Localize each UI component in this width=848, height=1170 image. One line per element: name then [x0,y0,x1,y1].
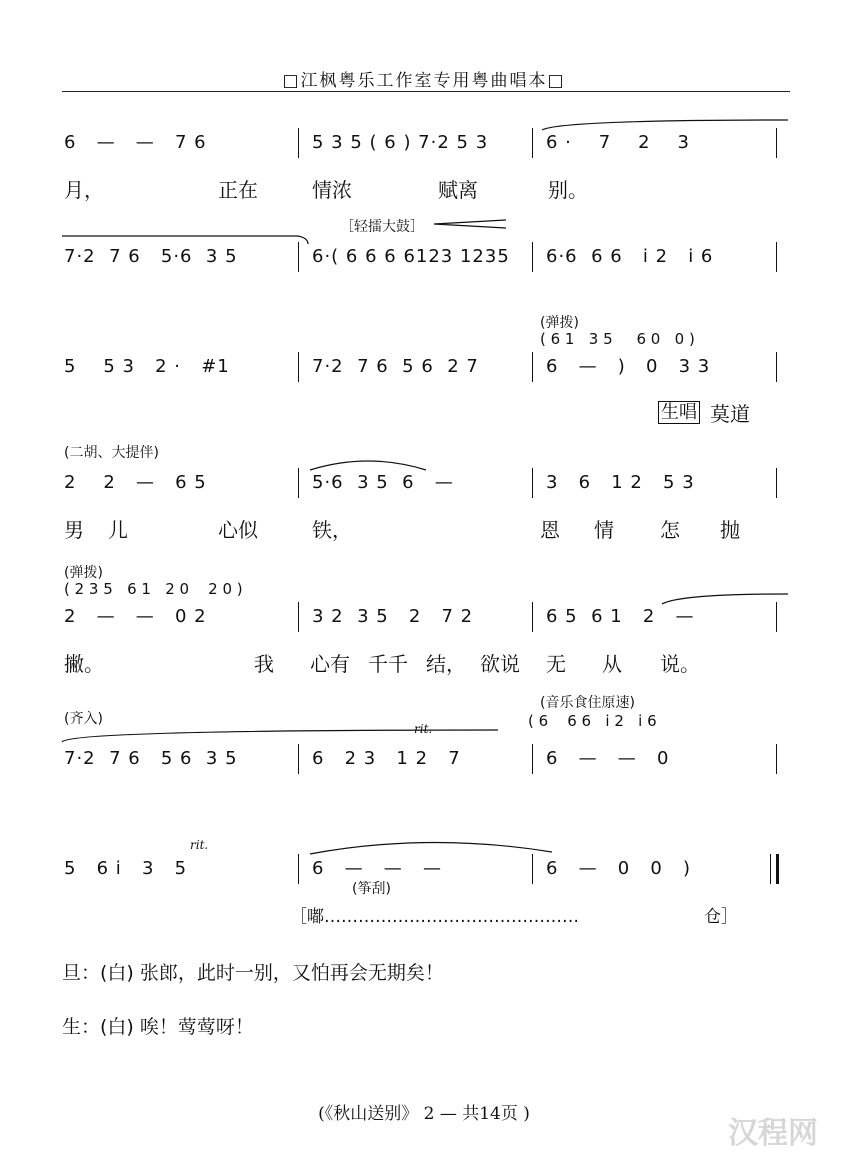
barline [298,602,299,632]
barline [776,128,777,158]
lyric: 恩 [540,518,560,542]
annotation-zheng-gua: (筝刮) [352,881,391,897]
measure: 7·2 7 6 5·6 3 5 [64,246,238,267]
slur [308,838,554,856]
annotation-yin-yue-notes: ( 6 6 6 i 2 i 6 [528,712,657,730]
measure: 7·2 7 6 5 6 2 7 [312,356,479,377]
tie-slur [60,724,500,744]
lyric: 结， [426,652,466,676]
annotation-tan-bo-2-notes: ( 2 3 5 6 1 2 0 2 0 ) [64,580,243,598]
barline [532,602,533,632]
measure: 6 · 7 2 3 [546,132,690,153]
final-barline-thick [776,854,779,884]
barline [532,242,533,272]
annotation-tan-bo-2: (弹拨) [64,565,103,581]
barline [776,352,777,382]
measure: 2 — — 0 2 [64,606,207,627]
slur [308,458,428,472]
lyric: 从 [602,652,622,676]
lyric: 撇。 [64,652,104,676]
lyric: 情 [594,518,614,542]
measure: 3 2 3 5 2 7 2 [312,606,474,627]
measure: 7·2 7 6 5 6 3 5 [64,748,238,769]
lyric: 儿 [108,518,128,542]
lyric: 说。 [660,652,700,676]
tie-slur [540,118,790,132]
page-footer: (《秋山送别》 2 — 共14页 ) [318,1104,530,1124]
dialogue-line: 旦：(白) 张郎，此时一别，又怕再会无期矣！ [62,962,444,984]
barline [532,854,533,884]
measure: 3 6 1 2 5 3 [546,472,695,493]
measure: 6 — — 0 [546,748,670,769]
lyric: 心有 [310,652,350,676]
measure: 6·( 6 6 6 6123 1235 [312,246,510,267]
measure: 6 — 0 0 ) [546,858,692,879]
measure: 5 6 i 3 5 [64,858,188,879]
watermark-logo: 汉程网 [728,1116,818,1151]
annotation-yin-yue: (音乐食住原速) [540,695,635,711]
lyric: 赋离 [438,178,478,202]
barline [532,744,533,774]
tie-slur [60,234,310,246]
annotation-tan-bo: (弹拨) [540,315,579,331]
lyric: 男 [64,518,84,542]
measure: 6 5 6 1 2 — [546,606,695,627]
barline [298,854,299,884]
rit-marking: rit. [190,838,209,852]
percussion-line: ［嘟……………………………………… [290,907,579,927]
barline [298,744,299,774]
lyric: 无 [546,652,566,676]
header-rule [62,91,790,92]
annotation-tan-bo-notes: ( 6 1 3 5 6 0 0 ) [540,330,695,348]
barline [776,602,777,632]
role-label-sheng-chang: 生唱 [658,398,700,424]
final-barline [770,854,771,884]
barline [532,128,533,158]
barline [298,468,299,498]
lyric: 正在 [218,178,258,202]
lyric: 抛 [720,518,740,542]
measure: 2 2 — 6 5 [64,472,207,493]
barline [298,242,299,272]
decrescendo-mark [432,218,508,230]
measure: 6 2 3 1 2 7 [312,748,461,769]
barline [298,352,299,382]
barline [532,352,533,382]
lyric: 情浓 [312,178,352,202]
measure: 5·6 3 5 6 — [312,472,454,493]
lyric: 我 [254,652,274,676]
measure: 6 — ) 0 3 3 [546,356,711,377]
lyric: 铁， [312,518,352,542]
annotation-qi-ru: (齐入) [64,711,103,727]
lyric: 千千 [368,652,408,676]
measure: 6·6 6 6 i 2 i 6 [546,246,714,267]
barline [776,744,777,774]
lyric: 心似 [218,518,258,542]
barline [776,242,777,272]
barline [776,468,777,498]
tie-slur [660,592,790,606]
barline [532,468,533,498]
lyric: 欲说 [480,652,520,676]
notes-row [0,132,848,162]
measure: 6 — — — [312,858,442,879]
annotation-er-hu: (二胡、大提伴) [64,445,159,461]
rit-marking: rit. [414,722,433,736]
measure: 5 3 5 ( 6 ) 7·2 5 3 [312,132,489,153]
annotation-qing-lei: ［轻擂大鼓］ [340,219,424,235]
lyric: 月， [64,178,104,202]
lyric: 怎 [660,518,680,542]
measure: 5 5 3 2 · #1 [64,356,230,377]
page-header: □江枫粤乐工作室专用粤曲唱本□ [282,71,566,91]
barline [298,128,299,158]
measure: 6 — — 7 6 [64,132,207,153]
percussion-line-end: 仓］ [704,907,738,927]
lyric: 别。 [548,178,588,202]
lyric: 莫道 [710,402,750,426]
dialogue-line: 生：(白) 唉！莺莺呀！ [62,1016,254,1038]
